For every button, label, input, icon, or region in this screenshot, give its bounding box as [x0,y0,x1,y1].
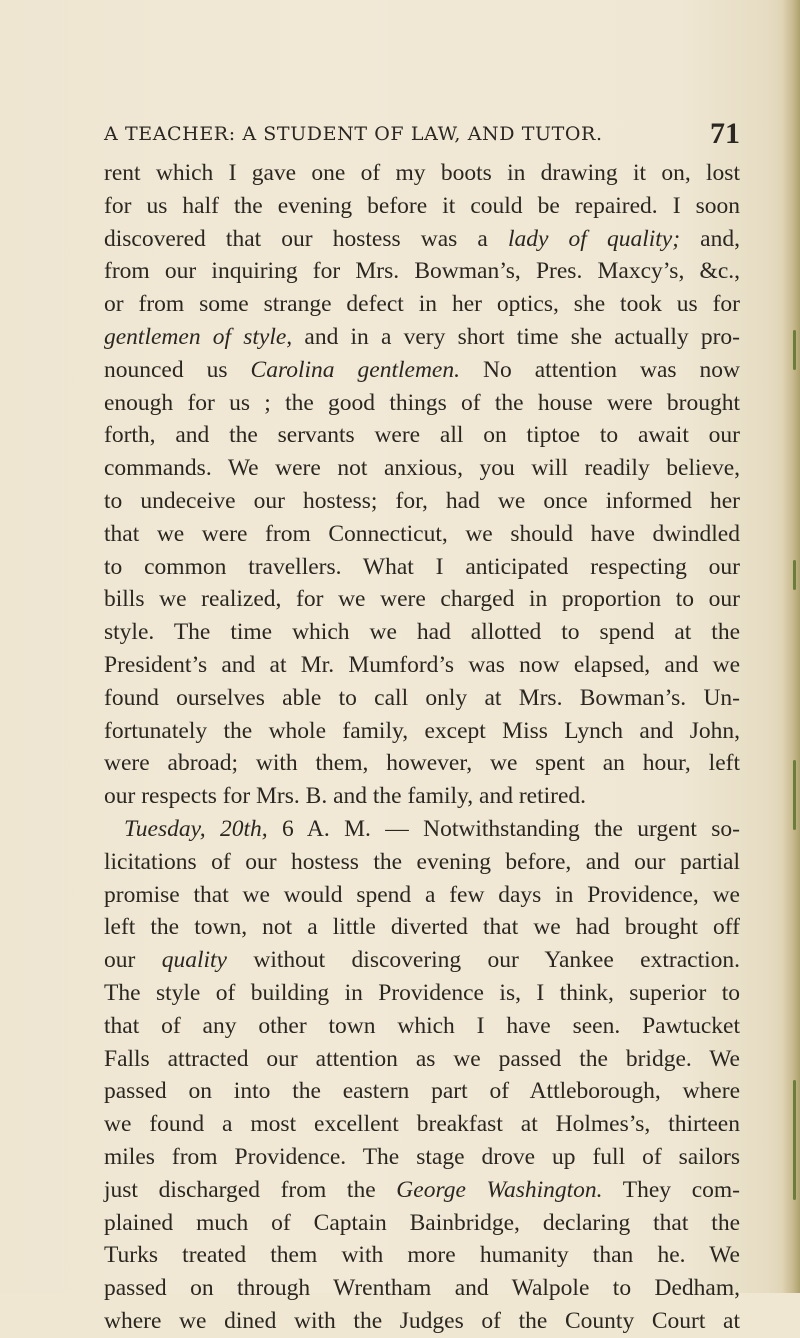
text-line [104,190,740,223]
text-run: without discovering our Yankee extraction. [226,947,740,974]
text-line [104,1305,740,1338]
text-run: Turks treated them with more humanity than he. We [104,1242,740,1269]
text-run: 6 A. M. — Notwithstanding the urgent so- [267,815,740,842]
text-line [104,452,740,485]
text-run: fortunately the whole family, except Miss Lynch and John, [104,717,740,744]
italic-text: George Washington. [396,1176,603,1203]
text-run: and, [680,225,740,252]
text-run: were abroad; with them, however, we spent an hour, left [104,750,740,777]
text-line [104,1141,740,1174]
text-run: style. The time which we had allotted to spend at the [104,619,740,646]
text-line [104,583,740,616]
text-run: The style of building in Providence is, I think, superior to [104,979,740,1006]
binding-mark [793,330,796,370]
text-run: commands. We were not anxious, you will readily believe, [104,455,740,482]
text-line [104,616,740,649]
text-run: passed on through Wrentham and Walpole to Dedham, [104,1275,740,1302]
text-line [104,1010,740,1043]
text-run: for us half the evening before it could be repaired. I soon [104,192,740,219]
text-run: that we were from Connecticut, we should have dwindled [104,520,740,547]
text-run: found ourselves able to call only at Mrs. Bowman’s. Un- [104,684,740,711]
text-line [104,387,740,420]
text-run: that of any other town which I have seen. Pawtucket [104,1012,740,1039]
text-run: from our inquiring for Mrs. Bowman’s, Pres. Maxcy’s, &c., [104,258,740,285]
text-line [104,354,740,387]
text-line [104,747,740,780]
text-line [104,419,740,452]
text-line [104,682,740,715]
binding-mark [793,1080,796,1200]
text-run: They com- [602,1176,740,1203]
italic-text: quality [161,947,227,974]
binding-mark [793,560,796,590]
running-title: A TEACHER: A STUDENT OF LAW, AND TUTOR. [104,123,603,145]
text-line [104,1239,740,1272]
text-line [104,255,740,288]
text-run: passed on into the eastern part of Attleborough, where [104,1078,740,1105]
text-line [104,911,740,944]
text-run: miles from Providence. The stage drove up full of sailors [104,1143,740,1170]
text-run: nounced us [104,356,251,383]
text-run: rent which I gave one of my boots in drawing it on, lost [104,160,740,186]
text-run: and in a very short time she actually pro- [292,323,740,350]
text-run: plained much of Captain Bainbridge, declaring that the [104,1209,740,1236]
text-line [104,846,740,879]
text-line [104,1043,740,1076]
text-run: our respects for Mrs. B. and the family, and retired. [104,783,587,810]
text-line [104,813,740,846]
text-line [104,321,740,354]
page-edge-shadow [782,0,800,1293]
text-run: No attention was now [460,356,741,383]
italic-text: Tuesday, 20th, [124,815,268,842]
text-line [104,551,740,584]
text-run: we found a most excellent breakfast at Holmes’s, thirteen [104,1111,740,1138]
text-line [104,944,740,977]
text-run: our [104,947,162,974]
text-line [104,649,740,682]
text-line [104,1108,740,1141]
text-line [104,1174,740,1207]
binding-mark [793,760,796,830]
text-line [104,1075,740,1108]
text-run: Falls attracted our attention as we passed the bridge. We [104,1045,740,1072]
text-run: bills we realized, for we were charged in proportion to our [104,586,740,613]
text-run: promise that we would spend a few days in Providence, we [104,881,740,908]
text-run: President’s and at Mr. Mumford’s was now elapsed, and we [104,651,740,678]
text-run: to undeceive our hostess; for, had we once informed her [104,487,740,514]
text-line [104,715,740,748]
italic-text: gentlemen of style, [104,323,293,350]
text-run: just discharged from the [104,1176,397,1203]
page-header [104,117,740,153]
text-run: discovered that our hostess was a [104,225,508,252]
italic-text: lady of quality; [507,225,681,252]
text-line [104,879,740,912]
text-line [104,485,740,518]
text-run: left the town, not a little diverted that we had brought off [104,914,740,941]
text-line [104,518,740,551]
text-line [104,223,740,256]
text-run: licitations of our hostess the evening before, and our partial [104,848,740,875]
text-line [104,977,740,1010]
text-run: to common travellers. What I anticipated respecting our [104,553,740,580]
text-line [104,157,740,190]
italic-text: Carolina gentlemen. [250,356,460,383]
text-line [104,288,740,321]
text-line [104,1272,740,1305]
text-line [104,780,740,813]
text-run: or from some strange defect in her optics, she took us for [104,291,740,318]
text-run: forth, and the servants were all on tiptoe to await our [104,422,740,449]
body-text [104,157,740,1338]
text-run: where we dined with the Judges of the County Court at [104,1307,740,1334]
text-run: enough for us ; the good things of the house were brought [104,389,740,416]
page-number: 71 [710,117,740,150]
text-line [104,1207,740,1240]
